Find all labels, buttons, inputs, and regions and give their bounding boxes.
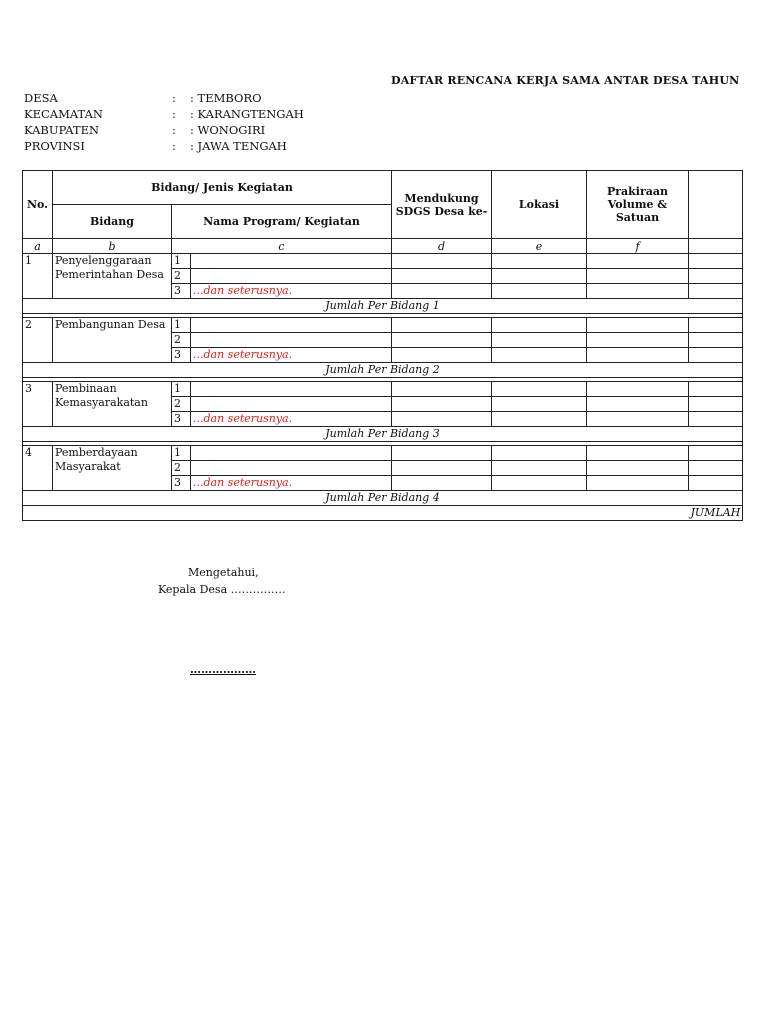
etc-note: ...dan seterusnya.: [191, 348, 392, 363]
header-prakiraan: Prakiraan Volume & Satuan: [587, 171, 689, 239]
work-plan-table: [22, 170, 743, 521]
subtotal-row: [23, 363, 743, 378]
etc-note: ...dan seterusnya.: [191, 284, 392, 299]
table-row: [23, 318, 743, 333]
group-bidang: Penyelenggaraan Pemerintahan Desa: [53, 254, 172, 299]
info-label: KABUPATEN: [24, 123, 100, 137]
item-number: 2: [172, 269, 191, 284]
info-separator: :: [172, 123, 176, 137]
info-separator: :: [172, 139, 176, 153]
group-number: 2: [23, 318, 53, 363]
column-letter: d: [392, 239, 492, 254]
signature-name: ………………: [190, 663, 256, 676]
subtotal-label: Jumlah Per Bidang 3: [23, 427, 743, 442]
header-no: No.: [23, 171, 53, 239]
info-label: KECAMATAN: [24, 107, 103, 121]
item-number: 1: [172, 254, 191, 269]
subtotal-row: [23, 491, 743, 506]
group-number: 4: [23, 446, 53, 491]
item-number: 1: [172, 382, 191, 397]
header-extra: [689, 171, 743, 239]
item-number: 2: [172, 461, 191, 476]
column-letter: c: [172, 239, 392, 254]
column-letter: e: [492, 239, 587, 254]
column-letter: f: [587, 239, 689, 254]
total-row: [23, 506, 743, 521]
item-number: 2: [172, 333, 191, 348]
subtotal-row: [23, 299, 743, 314]
info-value: : KARANGTENGAH: [190, 107, 304, 121]
group-number: 1: [23, 254, 53, 299]
group-number: 3: [23, 382, 53, 427]
item-number: 1: [172, 446, 191, 461]
table-row: [23, 446, 743, 461]
signature-acknowledged: Mengetahui,: [188, 566, 259, 579]
item-number: 1: [172, 318, 191, 333]
etc-note: ...dan seterusnya.: [191, 412, 392, 427]
group-bidang: Pemberdayaan Masyarakat: [53, 446, 172, 491]
total-label: JUMLAH: [689, 506, 743, 521]
info-separator: :: [172, 107, 176, 121]
subtotal-row: [23, 427, 743, 442]
subtotal-label: Jumlah Per Bidang 2: [23, 363, 743, 378]
column-letter: b: [53, 239, 172, 254]
header-bidang: Bidang: [53, 205, 172, 239]
item-number: 2: [172, 397, 191, 412]
item-number: 3: [172, 348, 191, 363]
subtotal-label: Jumlah Per Bidang 1: [23, 299, 743, 314]
info-value: : TEMBORO: [190, 91, 262, 105]
item-number: 3: [172, 284, 191, 299]
table-row: [23, 254, 743, 269]
table-row: [23, 382, 743, 397]
info-label: DESA: [24, 91, 58, 105]
header-lokasi: Lokasi: [492, 171, 587, 239]
signature-title: Kepala Desa ……………: [158, 583, 286, 596]
document-title: DAFTAR RENCANA KERJA SAMA ANTAR DESA TAHUN: [391, 74, 740, 87]
info-value: : JAWA TENGAH: [190, 139, 287, 153]
header-sdgs: Mendukung SDGS Desa ke-: [392, 171, 492, 239]
header-nama-program: Nama Program/ Kegiatan: [172, 205, 392, 239]
info-separator: :: [172, 91, 176, 105]
info-value: : WONOGIRI: [190, 123, 266, 137]
info-label: PROVINSI: [24, 139, 85, 153]
etc-note: ...dan seterusnya.: [191, 476, 392, 491]
group-bidang: Pembangunan Desa: [53, 318, 172, 363]
item-number: 3: [172, 476, 191, 491]
header-bidang-jenis: Bidang/ Jenis Kegiatan: [53, 171, 392, 205]
column-letter: a: [23, 239, 53, 254]
subtotal-label: Jumlah Per Bidang 4: [23, 491, 743, 506]
group-bidang: Pembinaan Kemasyarakatan: [53, 382, 172, 427]
item-number: 3: [172, 412, 191, 427]
